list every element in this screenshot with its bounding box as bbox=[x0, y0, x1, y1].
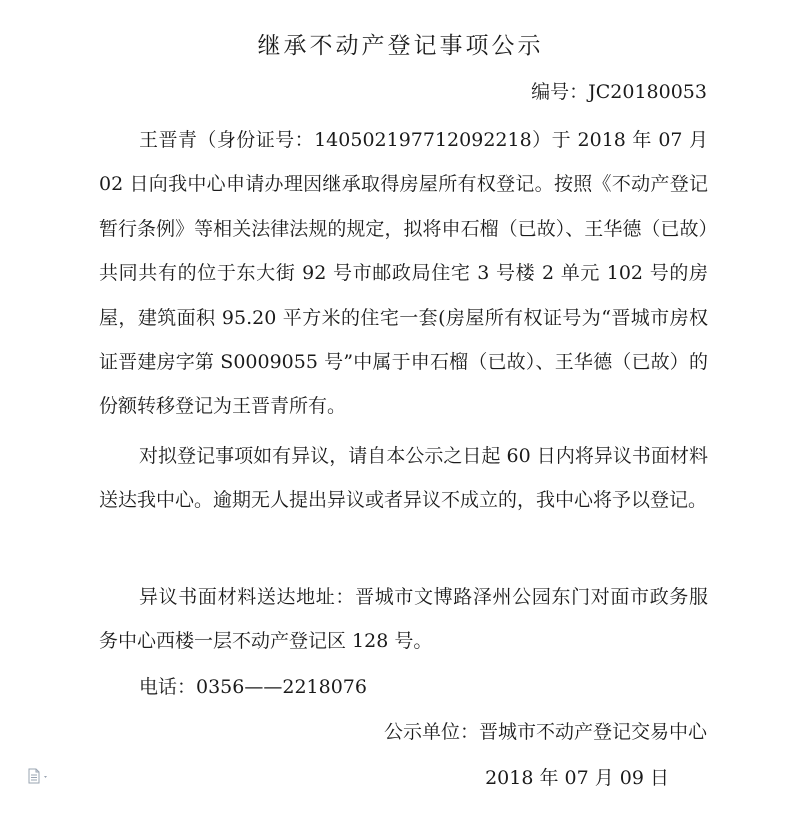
page-title: 继承不动产登记事项公示 bbox=[257, 33, 544, 59]
contact-phone: 电话：0356——2218076 bbox=[139, 676, 367, 698]
chevron-down-icon bbox=[44, 776, 47, 778]
body-paragraph-objection: 对拟登记事项如有异议，请自本公示之日起 60 日内将异议书面材料送达我中心。逾期无人提出异议或者异议不成立的，我中心将予以登记。 bbox=[99, 445, 708, 512]
body-paragraph-application: 王晋青（身份证号：140502197712092218）于 2018 年 07 月 02 日向我中心申请办理因继承取得房屋所有权登记。按照《不动产登记暂行条例》等相关法律法规的规定，拟将申石榴（已故）、王华德（已故）共同共有的位于东大街 92 号市邮政局住宅 3 号楼 2 单元 102 号的房屋，建筑面积 95.20 平方米的住宅一套(房屋所有权证号为“晋城市房权证晋建房字第 S0009055 号”中属于申石榴（已故）、王华德（已故）的份额转移登记为王晋青所有。 bbox=[99, 129, 708, 418]
serial-number: 编号：JC20180053 bbox=[531, 81, 707, 103]
notice-date: 2018 年 07 月 09 日 bbox=[485, 767, 669, 789]
issuing-organization: 公示单位：晋城市不动产登记交易中心 bbox=[383, 721, 707, 743]
body-paragraph-address: 异议书面材料送达地址：晋城市文博路泽州公园东门对面市政务服务中心西楼一层不动产登记区 128 号。 bbox=[99, 586, 708, 653]
document-icon[interactable] bbox=[27, 768, 55, 784]
